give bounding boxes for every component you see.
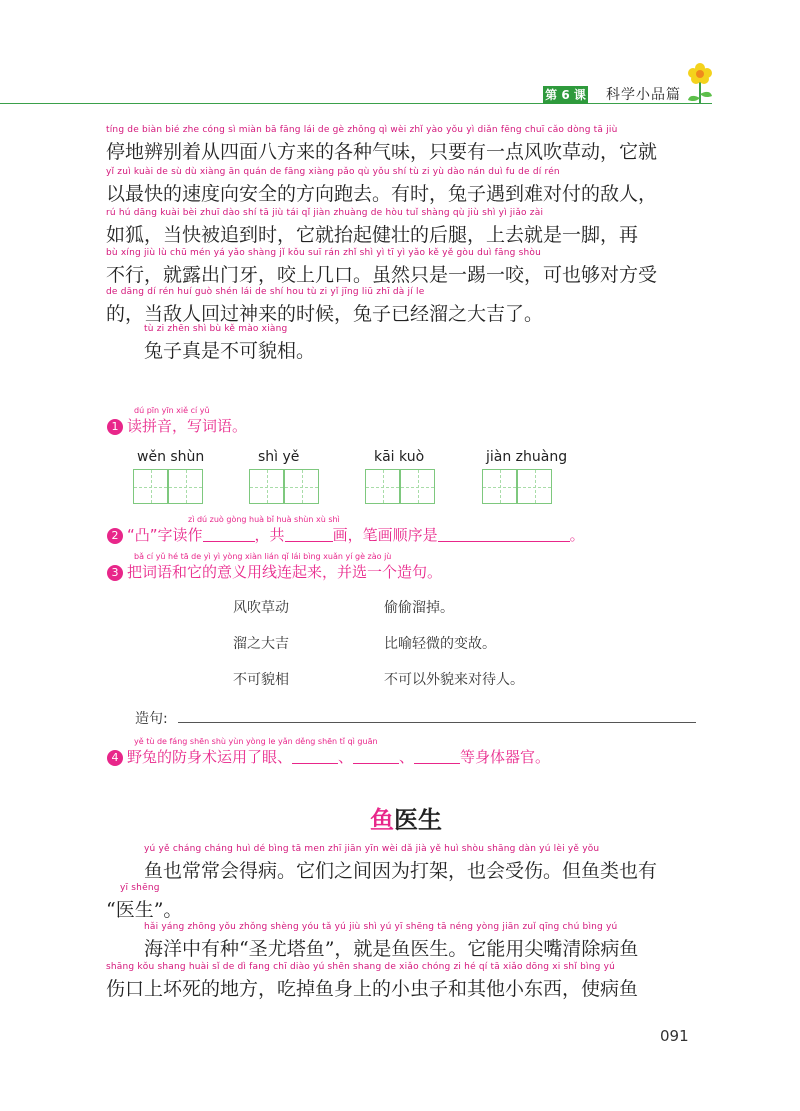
writing-box[interactable]	[133, 469, 168, 504]
question-text: 等身体器官。	[460, 748, 551, 766]
writing-box[interactable]	[400, 469, 435, 504]
word-pinyin: kāi kuò	[374, 449, 425, 465]
match-term[interactable]: 风吹草动	[233, 600, 289, 616]
question-number: 3	[107, 565, 123, 581]
passage-line	[144, 324, 544, 368]
pinyin: de dāng dí rén huí guò shén lái de shí hou tù zi yǐ jīng liū zhī dà jí le	[106, 287, 425, 297]
answer-blank[interactable]	[292, 749, 338, 764]
pinyin: tù zi zhēn shì bù kě mào xiàng	[144, 324, 288, 334]
answer-blank[interactable]	[285, 527, 333, 542]
pinyin: yú yě cháng cháng huì dé bìng tā men zhī jiān yīn wèi dǎ jià yě huì shòu shāng dàn yú lèi yě yǒu	[144, 844, 600, 854]
question-text: ，共	[254, 526, 285, 544]
answer-blank[interactable]	[438, 527, 570, 542]
passage-line	[106, 208, 706, 252]
question-number: 4	[107, 750, 123, 766]
match-meaning[interactable]: 比喻轻微的变故。	[384, 636, 496, 652]
title-rest: 医生	[394, 805, 442, 834]
pinyin: bù xíng jiù lù chū mén yá yǎo shàng jǐ kǒu suī rán zhǐ shì yì tī yì yǎo kě yě gòu duì fāng shòu	[106, 248, 542, 258]
answer-blank[interactable]	[414, 749, 460, 764]
question-4	[107, 746, 550, 767]
question-3	[107, 561, 442, 582]
passage-text: 不行，就露出门牙，咬上几口。虽然只是一踢一咬，可也够对方受	[106, 264, 658, 286]
q3-pinyin: bǎ cí yǔ hé tā de yì yì yòng xiàn lián qǐ lái bìng xuǎn yí gè zào jù	[134, 552, 392, 561]
story-text: “医生”。	[106, 899, 183, 921]
q4-pinyin: yě tù de fáng shēn shù yùn yòng le yǎn děng shēn tǐ qì guān	[134, 737, 378, 746]
q2-pinyin: zì dú zuò gòng huà bǐ huà shùn xù shì	[188, 515, 340, 524]
passage-text: 以最快的速度向安全的方向跑去。有时，兔子遇到难对付的敌人，	[106, 183, 658, 205]
page-number: 091	[660, 1027, 689, 1045]
question-number: 2	[107, 528, 123, 544]
writing-box[interactable]	[249, 469, 284, 504]
flower-icon	[685, 62, 715, 106]
word-pinyin: shì yě	[258, 449, 300, 465]
writing-box[interactable]	[168, 469, 203, 504]
answer-blank[interactable]	[353, 749, 399, 764]
story-text: 海洋中有种“圣尤塔鱼”，就是鱼医生。它能用尖嘴清除病鱼	[144, 938, 639, 960]
story-line	[106, 962, 706, 1006]
pinyin: yī shēng	[120, 883, 160, 893]
passage-line	[106, 125, 706, 169]
sentence-answer-line[interactable]	[178, 722, 696, 723]
story-text: 伤口上坏死的地方，吃掉鱼身上的小虫子和其他小东西，使病鱼	[106, 978, 639, 1000]
question-text: 画，笔画顺序是	[332, 526, 438, 544]
passage-line	[106, 167, 706, 211]
story-text: 鱼也常常会得病。它们之间因为打架，也会受伤。但鱼类也有	[144, 860, 658, 882]
pinyin: tíng de biàn bié zhe cóng sì miàn bā fāng lái de gè zhǒng qì wèi zhǐ yào yǒu yì diǎn fēng chuī cǎo dòng tā jiù	[106, 125, 618, 135]
pinyin: hǎi yáng zhōng yǒu zhǒng shèng yóu tǎ yú jiù shì yú yī shēng tā néng yòng jiān zuǐ qīng chú bìng yú	[144, 922, 618, 932]
match-term[interactable]: 溜之大吉	[233, 636, 289, 652]
lesson-badge: 第 6 课	[543, 86, 588, 104]
story-title	[370, 800, 442, 835]
passage-text: 如狐，当快被追到时，它就抬起健壮的后腿，上去就是一脚，再	[106, 224, 639, 246]
writing-box[interactable]	[365, 469, 400, 504]
word-pinyin: jiàn zhuàng	[486, 449, 568, 465]
passage-text: 兔子真是不可貌相。	[144, 340, 316, 362]
q1-pinyin: dú pīn yīn xiě cí yǔ	[134, 406, 210, 415]
question-text: 野兔的防身术运用了眼、	[127, 748, 293, 766]
story-line	[144, 922, 704, 966]
writing-box[interactable]	[482, 469, 517, 504]
sentence-label: 造句:	[135, 711, 168, 727]
question-1	[107, 415, 247, 436]
writing-box[interactable]	[517, 469, 552, 504]
pinyin: yǐ zuì kuài de sù dù xiàng ān quán de fāng xiàng pǎo qù yǒu shí tù zi yù dào nán duì fu de dí rén	[106, 167, 560, 177]
question-text: “凸”字读作	[127, 526, 203, 544]
section-title: 科学小品篇	[606, 87, 681, 103]
match-term[interactable]: 不可貌相	[233, 672, 289, 688]
question-text: 、	[338, 748, 354, 766]
question-text: 读拼音，写词语。	[127, 417, 248, 435]
match-meaning[interactable]: 不可以外貌来对待人。	[384, 672, 524, 688]
question-2	[107, 524, 585, 545]
passage-text: 停地辨别着从四面八方来的各种气味，只要有一点风吹草动，它就	[106, 141, 658, 163]
question-text: 把词语和它的意义用线连起来，并选一个造句。	[127, 563, 443, 581]
story-line	[144, 844, 704, 888]
passage-line	[106, 248, 706, 292]
question-text: 、	[399, 748, 415, 766]
writing-box[interactable]	[284, 469, 319, 504]
title-first-char: 鱼	[370, 805, 394, 834]
match-meaning[interactable]: 偷偷溜掉。	[384, 600, 454, 616]
question-number: 1	[107, 419, 123, 435]
pinyin: rú hú dāng kuài bèi zhuī dào shí tā jiù tái qǐ jiàn zhuàng de hòu tuǐ shàng qù jiù shì yì jiǎo zài	[106, 208, 544, 218]
passage-text: 的，当敌人回过神来的时候，兔子已经溜之大吉了。	[106, 303, 544, 325]
answer-blank[interactable]	[203, 527, 255, 542]
question-text: 。	[569, 526, 585, 544]
word-pinyin: wěn shùn	[137, 449, 205, 465]
pinyin: shāng kǒu shang huài sǐ de dì fang chī diào yú shēn shang de xiǎo chóng zi hé qí tā xiǎo dōng xi shǐ bìng yú	[106, 962, 616, 972]
story-line	[106, 883, 406, 927]
